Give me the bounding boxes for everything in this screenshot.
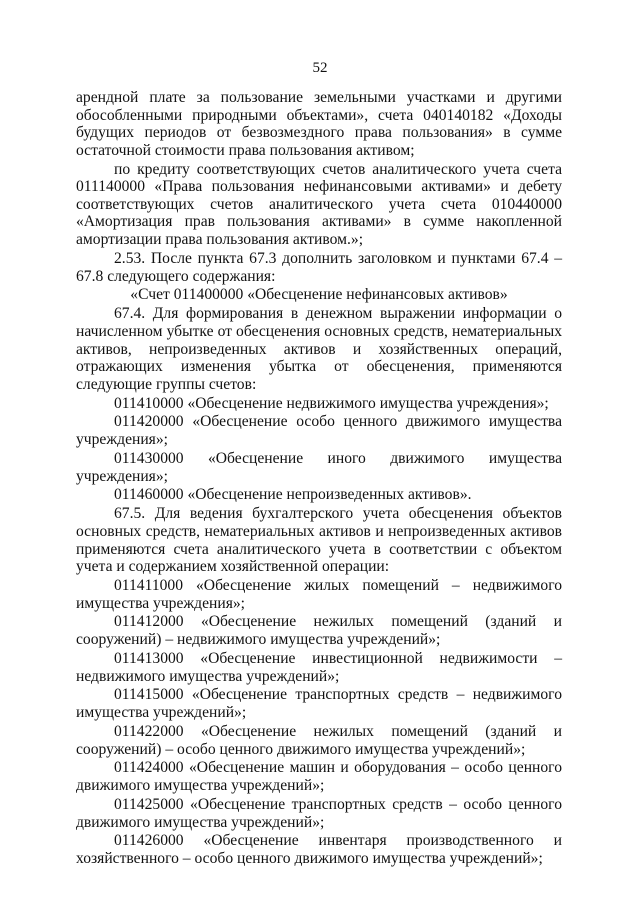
paragraph: 011424000 «Обесценение машин и оборудования – особо ценного движимого имущества учреждений»; xyxy=(76,759,562,795)
paragraph: по кредиту соответствующих счетов аналитического учета счета 011140000 «Права пользования нефинансовыми активами» и дебету соответствующих счетов аналитического учета счета 010440000 «Амортизация прав пользования активами» в сумме накопленной амортизации права пользования активом.»; xyxy=(76,160,562,249)
paragraph: 67.5. Для ведения бухгалтерского учета обесценения объектов основных средств, нематериальных активов и непроизведенных активов применяются счета аналитического учета в соответствии с объектом учета и содержанием хозяйственной операции: xyxy=(76,505,562,576)
paragraph: 2.53. После пункта 67.3 дополнить заголовком и пунктами 67.4 – 67.8 следующего содержания: xyxy=(76,249,562,285)
paragraph: 011425000 «Обесценение транспортных средств – особо ценного движимого имущества учреждений»; xyxy=(76,795,562,831)
page-number: 52 xyxy=(312,60,328,76)
paragraph: 011411000 «Обесценение жилых помещений – недвижимого имущества учреждения»; xyxy=(76,577,562,612)
paragraph: 011415000 «Обесценение транспортных средств – недвижимого имущества учреждений»; xyxy=(76,686,562,722)
paragraph: 67.4. Для формирования в денежном выражении информации о начисленном убытке от обесценения основных средств, нематериальных активов, непроизведенных активов и хозяйственных операций, отражающих изменения убытка от обесценения, применяются следующие группы счетов: xyxy=(76,305,562,393)
paragraph: арендной плате за пользование земельными участками и другими обособленными природными объектами», счета 040140182 «Доходы будущих периодов от безвозмездного права пользования» в сумме остаточной стоимости права пользования активом; xyxy=(76,89,562,159)
paragraph: 011422000 «Обесценение нежилых помещений (зданий и сооружений) – особо ценного движимого имущества учреждений»; xyxy=(76,722,562,758)
paragraph: 011410000 «Обесценение недвижимого имущества учреждения»; xyxy=(114,394,549,412)
document-body xyxy=(76,89,562,869)
section-heading: «Счет 011400000 «Обесценение нефинансовых активов» xyxy=(130,286,508,304)
paragraph: 011412000 «Обесценение нежилых помещений (зданий и сооружений) – недвижимого имущества учреждений»; xyxy=(76,613,562,649)
paragraph: 011430000 «Обесценение иного движимого имущества учреждения»; xyxy=(76,449,562,485)
paragraph: 011460000 «Обесценение непроизведенных активов». xyxy=(114,486,472,504)
paragraph: 011426000 «Обесценение инвентаря производственного и хозяйственного – особо ценного движимого имущества учреждений»; xyxy=(76,832,562,867)
paragraph: 011413000 «Обесценение инвестиционной недвижимости – недвижимого имущества учреждений»; xyxy=(76,649,562,685)
paragraph: 011420000 «Обесценение особо ценного движимого имущества учреждения»; xyxy=(76,413,562,449)
